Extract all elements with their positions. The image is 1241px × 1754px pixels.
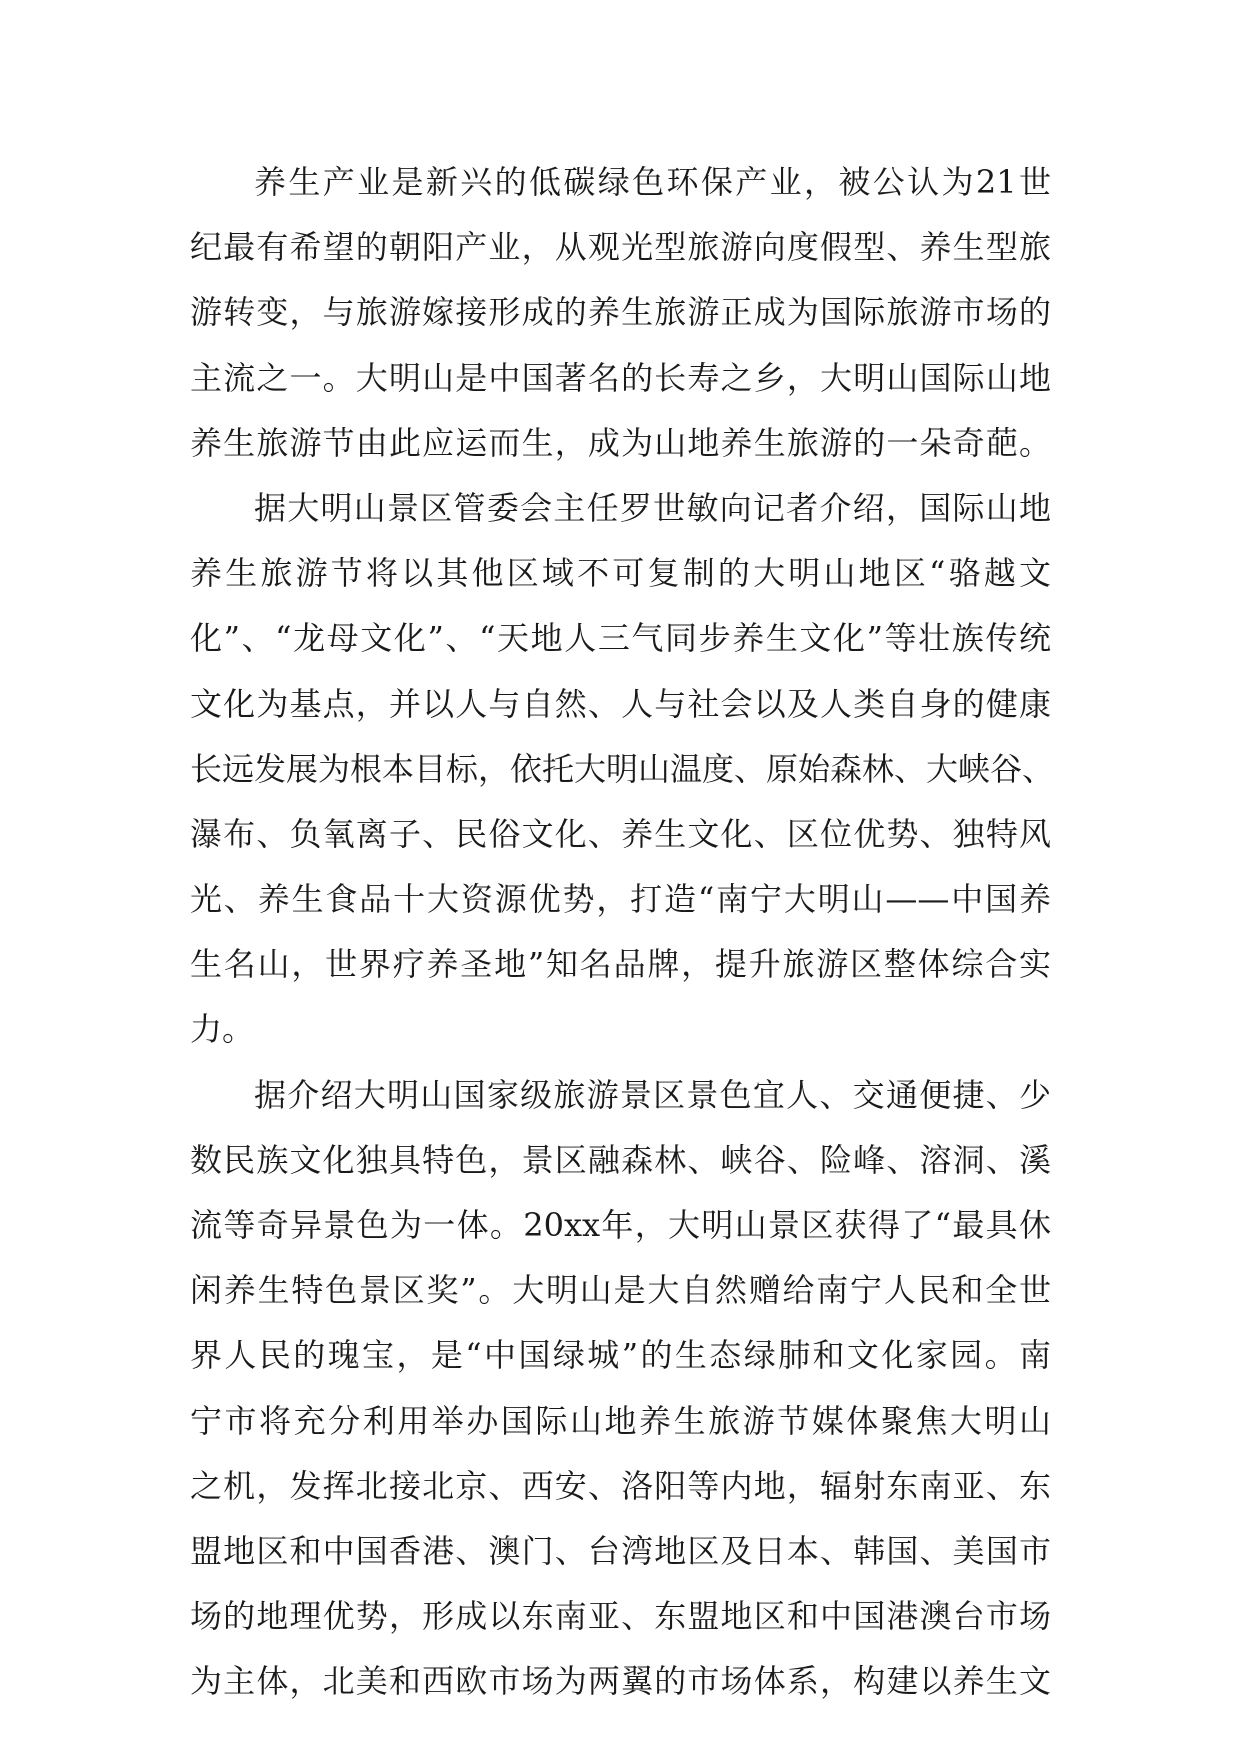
text-line: 据介绍大明山国家级旅游景区景色宜人、交通便捷、少 <box>254 1075 1051 1114</box>
text-line: 主流之一。大明山是中国著名的长寿之乡，大明山国际山地 <box>190 358 1051 397</box>
body-text <box>190 150 1055 1715</box>
text-line: 据大明山景区管委会主任罗世敏向记者介绍，国际山地 <box>254 488 1051 527</box>
text-line: 力。 <box>190 1010 255 1049</box>
text-line: 长远发展为根本目标，依托大明山温度、原始森林、大峡谷、 <box>190 749 1055 788</box>
text-line: 流等奇异景色为一体。20xx年，大明山景区获得了“最具休 <box>190 1206 1051 1244</box>
text-line: 界人民的瑰宝，是“中国绿城”的生态绿肺和文化家园。南 <box>190 1336 1051 1375</box>
text-line: 宁市将充分利用举办国际山地养生旅游节媒体聚焦大明山 <box>190 1401 1051 1440</box>
text-line: 养生产业是新兴的低碳绿色环保产业，被公认为21世 <box>254 163 1051 201</box>
text-line: 为主体，北美和西欧市场为两翼的市场体系，构建以养生文 <box>190 1662 1051 1701</box>
text-line: 瀑布、负氧离子、民俗文化、养生文化、区位优势、独特风 <box>190 814 1051 853</box>
text-line: 场的地理优势，形成以东南亚、东盟地区和中国港澳台市场 <box>190 1597 1051 1636</box>
text-line: 闲养生特色景区奖”。大明山是大自然赠给南宁人民和全世 <box>190 1271 1051 1310</box>
text-line: 养生旅游节将以其他区域不可复制的大明山地区“骆越文 <box>190 554 1051 593</box>
text-line: 光、养生食品十大资源优势，打造“南宁大明山——中国养 <box>190 880 1051 919</box>
text-line: 数民族文化独具特色，景区融森林、峡谷、险峰、溶洞、溪 <box>190 1140 1051 1179</box>
text-line: 生名山，世界疗养圣地”知名品牌，提升旅游区整体综合实 <box>190 945 1051 984</box>
text-line: 纪最有希望的朝阳产业，从观光型旅游向度假型、养生型旅 <box>190 228 1051 267</box>
text-line: 之机，发挥北接北京、西安、洛阳等内地，辐射东南亚、东 <box>190 1466 1051 1505</box>
text-line: 文化为基点，并以人与自然、人与社会以及人类自身的健康 <box>190 684 1051 723</box>
text-line: 化”、“龙母文化”、“天地人三气同步养生文化”等壮族传统 <box>190 619 1051 658</box>
text-line: 养生旅游节由此应运而生，成为山地养生旅游的一朵奇葩。 <box>190 423 1051 462</box>
text-line: 游转变，与旅游嫁接形成的养生旅游正成为国际旅游市场的 <box>190 293 1051 332</box>
text-line: 盟地区和中国香港、澳门、台湾地区及日本、韩国、美国市 <box>190 1531 1051 1570</box>
